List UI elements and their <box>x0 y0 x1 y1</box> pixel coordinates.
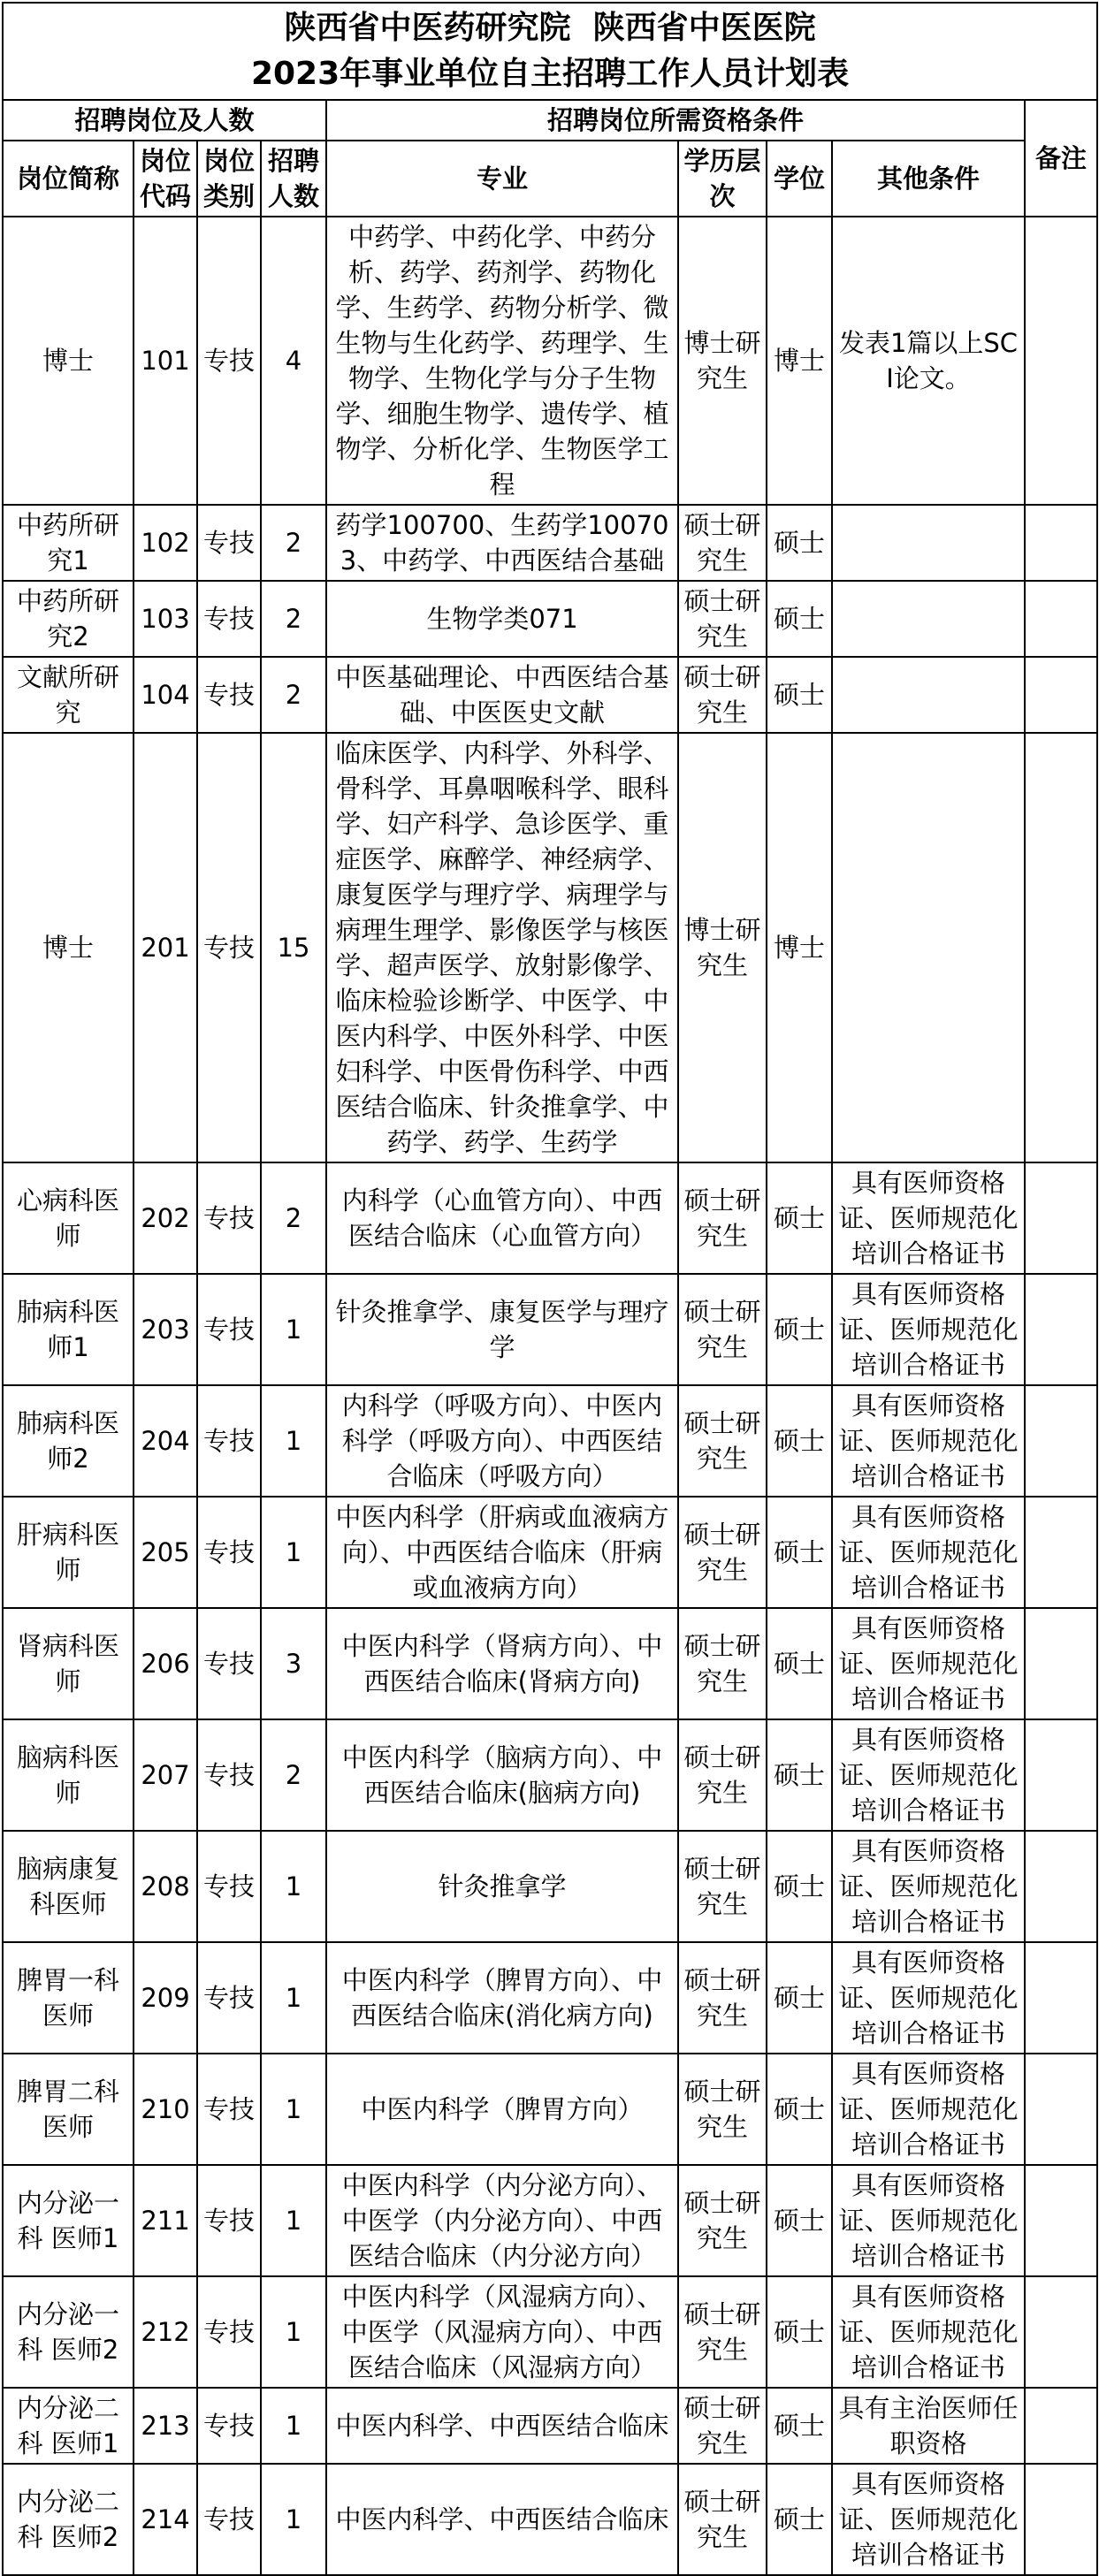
position-category-cell: 专技 <box>197 1497 261 1608</box>
position-name-cell: 内分泌二科 医师2 <box>3 2464 134 2575</box>
position-code-cell: 209 <box>134 1942 197 2054</box>
position-code-cell: 211 <box>134 2165 197 2276</box>
position-code-cell: 203 <box>134 1274 197 1385</box>
major-cell: 中医内科学、中西医结合临床 <box>326 2464 678 2575</box>
remarks-cell <box>1025 505 1097 581</box>
other-conditions-cell <box>832 657 1025 733</box>
title-line-1: 陕西省中医药研究院 陕西省中医医院 <box>284 10 816 46</box>
table-row <box>3 1831 1097 1942</box>
title-line-2: 2023年事业单位自主招聘工作人员计划表 <box>250 56 850 92</box>
education-cell: 硕士研究生 <box>678 657 767 733</box>
position-category-cell: 专技 <box>197 1274 261 1385</box>
hiring-count-cell: 1 <box>261 1385 326 1497</box>
degree-cell: 硕士 <box>767 1719 832 1831</box>
title-row <box>3 3 1097 100</box>
other-conditions-cell: 具有医师资格证、医师规范化培训合格证书 <box>832 1608 1025 1719</box>
column-header-other-conditions: 其他条件 <box>832 141 1025 217</box>
position-category-cell: 专技 <box>197 1831 261 1942</box>
education-cell: 硕士研究生 <box>678 1162 767 1274</box>
remarks-cell <box>1025 1942 1097 2054</box>
major-cell: 中医内科学（脑病方向）、中西医结合临床(脑病方向) <box>326 1719 678 1831</box>
degree-cell: 博士 <box>767 733 832 1162</box>
document-title <box>3 3 1097 100</box>
other-conditions-cell: 发表1篇以上SCI论文。 <box>832 217 1025 505</box>
position-category-cell: 专技 <box>197 2388 261 2464</box>
position-category-cell: 专技 <box>197 581 261 657</box>
table-row <box>3 1274 1097 1385</box>
education-cell: 博士研究生 <box>678 217 767 505</box>
remarks-cell <box>1025 1274 1097 1385</box>
table-row <box>3 1497 1097 1608</box>
remarks-cell <box>1025 1162 1097 1274</box>
position-name-cell: 内分泌一科 医师2 <box>3 2276 134 2388</box>
hiring-count-cell: 1 <box>261 1274 326 1385</box>
group-header-row <box>3 100 1097 141</box>
table-row <box>3 2165 1097 2276</box>
remarks-cell <box>1025 581 1097 657</box>
degree-cell: 硕士 <box>767 1274 832 1385</box>
hiring-count-cell: 1 <box>261 2276 326 2388</box>
remarks-cell <box>1025 1608 1097 1719</box>
degree-cell: 硕士 <box>767 2054 832 2165</box>
position-category-cell: 专技 <box>197 733 261 1162</box>
position-category-cell: 专技 <box>197 2165 261 2276</box>
remarks-cell <box>1025 217 1097 505</box>
other-conditions-cell: 具有主治医师任职资格 <box>832 2388 1025 2464</box>
position-category-cell: 专技 <box>197 1162 261 1274</box>
other-conditions-cell: 具有医师资格证、医师规范化培训合格证书 <box>832 1497 1025 1608</box>
major-cell: 中医内科学（脾胃方向） <box>326 2054 678 2165</box>
position-name-cell: 肺病科医师2 <box>3 1385 134 1497</box>
education-cell: 硕士研究生 <box>678 581 767 657</box>
education-cell: 硕士研究生 <box>678 1274 767 1385</box>
position-category-cell: 专技 <box>197 1719 261 1831</box>
position-code-cell: 204 <box>134 1385 197 1497</box>
degree-cell: 硕士 <box>767 2464 832 2575</box>
position-category-cell: 专技 <box>197 2054 261 2165</box>
major-cell: 中医内科学（内分泌方向）、中医学（内分泌方向）、中西医结合临床（内分泌方向） <box>326 2165 678 2276</box>
table-row <box>3 2464 1097 2575</box>
column-header-position-category: 岗位类别 <box>197 141 261 217</box>
position-name-cell: 肾病科医师 <box>3 1608 134 1719</box>
table-row <box>3 1608 1097 1719</box>
position-code-cell: 208 <box>134 1831 197 1942</box>
column-header-remarks: 备注 <box>1025 100 1097 217</box>
degree-cell: 硕士 <box>767 1942 832 2054</box>
table-row <box>3 1162 1097 1274</box>
position-name-cell: 中药所研究2 <box>3 581 134 657</box>
remarks-cell <box>1025 1497 1097 1608</box>
hiring-count-cell: 2 <box>261 1719 326 1831</box>
position-code-cell: 212 <box>134 2276 197 2388</box>
hiring-count-cell: 1 <box>261 1831 326 1942</box>
position-name-cell: 博士 <box>3 733 134 1162</box>
other-conditions-cell: 具有医师资格证、医师规范化培训合格证书 <box>832 1831 1025 1942</box>
position-category-cell: 专技 <box>197 1942 261 2054</box>
remarks-cell <box>1025 657 1097 733</box>
other-conditions-cell: 具有医师资格证、医师规范化培训合格证书 <box>832 2165 1025 2276</box>
education-cell: 硕士研究生 <box>678 1942 767 2054</box>
remarks-cell <box>1025 733 1097 1162</box>
degree-cell: 硕士 <box>767 2388 832 2464</box>
hiring-count-cell: 1 <box>261 1497 326 1608</box>
position-code-cell: 103 <box>134 581 197 657</box>
education-cell: 硕士研究生 <box>678 1608 767 1719</box>
degree-cell: 硕士 <box>767 1831 832 1942</box>
position-code-cell: 206 <box>134 1608 197 1719</box>
remarks-cell <box>1025 2276 1097 2388</box>
recruitment-plan-table <box>2 2 1098 2576</box>
table-row <box>3 1719 1097 1831</box>
column-header-hiring-count: 招聘人数 <box>261 141 326 217</box>
degree-cell: 博士 <box>767 217 832 505</box>
position-name-cell: 肺病科医师1 <box>3 1274 134 1385</box>
education-cell: 硕士研究生 <box>678 2388 767 2464</box>
position-code-cell: 210 <box>134 2054 197 2165</box>
table-row <box>3 2054 1097 2165</box>
other-conditions-cell: 具有医师资格证、医师规范化培训合格证书 <box>832 1162 1025 1274</box>
degree-cell: 硕士 <box>767 581 832 657</box>
position-name-cell: 脑病康复科医师 <box>3 1831 134 1942</box>
column-header-education: 学历层次 <box>678 141 767 217</box>
major-cell: 内科学（呼吸方向）、中医内科学（呼吸方向）、中西医结合临床（呼吸方向） <box>326 1385 678 1497</box>
table-row <box>3 657 1097 733</box>
position-code-cell: 214 <box>134 2464 197 2575</box>
group-header-positions: 招聘岗位及人数 <box>3 100 326 141</box>
hiring-count-cell: 1 <box>261 2054 326 2165</box>
remarks-cell <box>1025 2464 1097 2575</box>
position-category-cell: 专技 <box>197 2276 261 2388</box>
education-cell: 硕士研究生 <box>678 1385 767 1497</box>
position-name-cell: 脾胃二科医师 <box>3 2054 134 2165</box>
major-cell: 针灸推拿学、康复医学与理疗学 <box>326 1274 678 1385</box>
position-category-cell: 专技 <box>197 2464 261 2575</box>
major-cell: 内科学（心血管方向）、中西医结合临床（心血管方向） <box>326 1162 678 1274</box>
degree-cell: 硕士 <box>767 505 832 581</box>
education-cell: 硕士研究生 <box>678 505 767 581</box>
remarks-cell <box>1025 2388 1097 2464</box>
education-cell: 硕士研究生 <box>678 1719 767 1831</box>
position-code-cell: 207 <box>134 1719 197 1831</box>
group-header-requirements: 招聘岗位所需资格条件 <box>326 100 1025 141</box>
education-cell: 硕士研究生 <box>678 2054 767 2165</box>
column-header-degree: 学位 <box>767 141 832 217</box>
position-code-cell: 102 <box>134 505 197 581</box>
major-cell: 药学100700、生药学100703、中药学、中西医结合基础 <box>326 505 678 581</box>
remarks-cell <box>1025 1719 1097 1831</box>
hiring-count-cell: 2 <box>261 657 326 733</box>
major-cell: 中医内科学（肾病方向）、中西医结合临床(肾病方向) <box>326 1608 678 1719</box>
hiring-count-cell: 2 <box>261 581 326 657</box>
hiring-count-cell: 1 <box>261 2388 326 2464</box>
table-row <box>3 217 1097 505</box>
position-name-cell: 心病科医师 <box>3 1162 134 1274</box>
position-code-cell: 101 <box>134 217 197 505</box>
major-cell: 针灸推拿学 <box>326 1831 678 1942</box>
position-code-cell: 213 <box>134 2388 197 2464</box>
hiring-count-cell: 2 <box>261 505 326 581</box>
table-row <box>3 2388 1097 2464</box>
degree-cell: 硕士 <box>767 2276 832 2388</box>
position-name-cell: 内分泌二科 医师1 <box>3 2388 134 2464</box>
position-category-cell: 专技 <box>197 657 261 733</box>
remarks-cell <box>1025 2054 1097 2165</box>
major-cell: 中医内科学（风湿病方向）、中医学（风湿病方向）、中西医结合临床（风湿病方向） <box>326 2276 678 2388</box>
education-cell: 硕士研究生 <box>678 1831 767 1942</box>
major-cell: 生物学类071 <box>326 581 678 657</box>
column-header-position-code: 岗位代码 <box>134 141 197 217</box>
education-cell: 硕士研究生 <box>678 2276 767 2388</box>
degree-cell: 硕士 <box>767 1385 832 1497</box>
table-row <box>3 505 1097 581</box>
education-cell: 硕士研究生 <box>678 2165 767 2276</box>
degree-cell: 硕士 <box>767 657 832 733</box>
other-conditions-cell <box>832 733 1025 1162</box>
position-code-cell: 104 <box>134 657 197 733</box>
hiring-count-cell: 15 <box>261 733 326 1162</box>
degree-cell: 硕士 <box>767 1162 832 1274</box>
position-name-cell: 脑病科医师 <box>3 1719 134 1831</box>
major-cell: 中医基础理论、中西医结合基础、中医医史文献 <box>326 657 678 733</box>
position-code-cell: 205 <box>134 1497 197 1608</box>
hiring-count-cell: 4 <box>261 217 326 505</box>
other-conditions-cell: 具有医师资格证、医师规范化培训合格证书 <box>832 1385 1025 1497</box>
hiring-count-cell: 3 <box>261 1608 326 1719</box>
education-cell: 硕士研究生 <box>678 2464 767 2575</box>
table-row <box>3 581 1097 657</box>
position-category-cell: 专技 <box>197 1608 261 1719</box>
other-conditions-cell <box>832 505 1025 581</box>
position-category-cell: 专技 <box>197 1385 261 1497</box>
table-row <box>3 2276 1097 2388</box>
position-code-cell: 202 <box>134 1162 197 1274</box>
position-name-cell: 内分泌一科 医师1 <box>3 2165 134 2276</box>
other-conditions-cell <box>832 581 1025 657</box>
hiring-count-cell: 1 <box>261 2464 326 2575</box>
hiring-count-cell: 1 <box>261 2165 326 2276</box>
position-name-cell: 脾胃一科医师 <box>3 1942 134 2054</box>
position-name-cell: 博士 <box>3 217 134 505</box>
position-category-cell: 专技 <box>197 217 261 505</box>
other-conditions-cell: 具有医师资格证、医师规范化培训合格证书 <box>832 2054 1025 2165</box>
hiring-count-cell: 2 <box>261 1162 326 1274</box>
remarks-cell <box>1025 2165 1097 2276</box>
major-cell: 中药学、中药化学、中药分析、药学、药剂学、药物化学、生药学、药物分析学、微生物与生化药学、药理学、生物学、生物化学与分子生物学、细胞生物学、遗传学、植物学、分析化学、生物医学工程 <box>326 217 678 505</box>
position-code-cell: 201 <box>134 733 197 1162</box>
hiring-count-cell: 1 <box>261 1942 326 2054</box>
degree-cell: 硕士 <box>767 1497 832 1608</box>
other-conditions-cell: 具有医师资格证、医师规范化培训合格证书 <box>832 2464 1025 2575</box>
major-cell: 中医内科学（脾胃方向）、中西医结合临床(消化病方向) <box>326 1942 678 2054</box>
remarks-cell <box>1025 1385 1097 1497</box>
other-conditions-cell: 具有医师资格证、医师规范化培训合格证书 <box>832 2276 1025 2388</box>
column-header-row <box>3 141 1097 217</box>
position-name-cell: 文献所研究 <box>3 657 134 733</box>
other-conditions-cell: 具有医师资格证、医师规范化培训合格证书 <box>832 1274 1025 1385</box>
education-cell: 博士研究生 <box>678 733 767 1162</box>
column-header-major: 专业 <box>326 141 678 217</box>
position-category-cell: 专技 <box>197 505 261 581</box>
other-conditions-cell: 具有医师资格证、医师规范化培训合格证书 <box>832 1719 1025 1831</box>
other-conditions-cell: 具有医师资格证、医师规范化培训合格证书 <box>832 1942 1025 2054</box>
position-name-cell: 中药所研究1 <box>3 505 134 581</box>
table-row <box>3 733 1097 1162</box>
position-name-cell: 肝病科医师 <box>3 1497 134 1608</box>
degree-cell: 硕士 <box>767 2165 832 2276</box>
major-cell: 临床医学、内科学、外科学、骨科学、耳鼻咽喉科学、眼科学、妇产科学、急诊医学、重症医学、麻醉学、神经病学、康复医学与理疗学、病理学与病理生理学、影像医学与核医学、超声医学、放射影像学、临床检验诊断学、中医学、中医内科学、中医外科学、中医妇科学、中医骨伤科学、中西医结合临床、针灸推拿学、中药学、药学、生药学 <box>326 733 678 1162</box>
column-header-position-name: 岗位简称 <box>3 141 134 217</box>
remarks-cell <box>1025 1831 1097 1942</box>
table-row <box>3 1942 1097 2054</box>
degree-cell: 硕士 <box>767 1608 832 1719</box>
table-row <box>3 1385 1097 1497</box>
major-cell: 中医内科学、中西医结合临床 <box>326 2388 678 2464</box>
education-cell: 硕士研究生 <box>678 1497 767 1608</box>
major-cell: 中医内科学（肝病或血液病方向）、中西医结合临床（肝病或血液病方向） <box>326 1497 678 1608</box>
